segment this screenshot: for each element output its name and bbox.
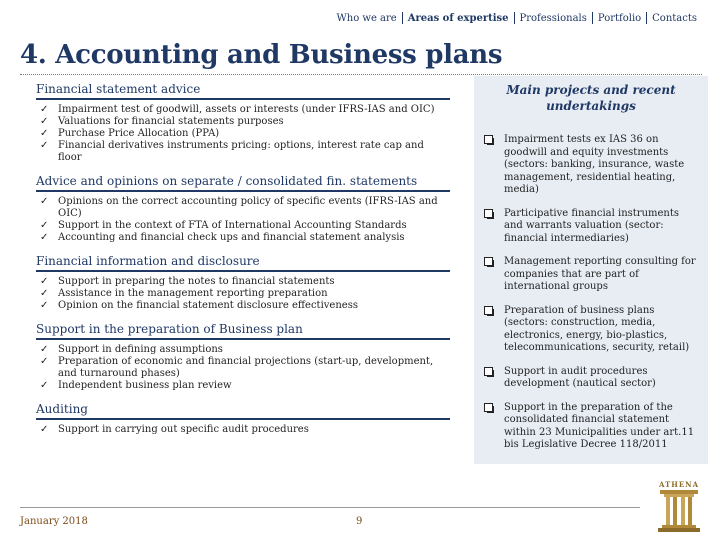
section-financial-information <box>36 254 450 312</box>
checkmark-icon: ✓ <box>40 140 49 151</box>
nav-who-we-are[interactable]: Who we are <box>336 12 397 24</box>
list-item: ✓ Support in carrying out specific audit procedures <box>40 424 309 435</box>
section-advice-and-opinions <box>36 174 450 244</box>
checkmark-icon: ✓ <box>40 104 49 115</box>
checkmark-icon: ✓ <box>40 424 49 435</box>
checkbox-icon <box>484 257 493 266</box>
section-heading: Support in the preparation of Business plan <box>36 322 450 340</box>
checkbox-icon <box>484 403 493 412</box>
checkbox-icon <box>484 306 493 315</box>
list-item: ✓ Independent business plan review <box>40 380 232 391</box>
list-item: ✓ Assistance in the management reporting preparation <box>40 288 328 299</box>
list-item: ✓ Financial derivatives instruments pricing: options, interest rate cap and floor <box>40 140 424 163</box>
list-item: ✓ Opinions on the correct accounting policy of specific events (IFRS-IAS and OIC) <box>40 196 438 219</box>
logo-text: ATHENA <box>658 480 700 489</box>
column-logo-icon <box>652 470 706 534</box>
page-title: 4. Accounting and Business plans <box>20 40 503 70</box>
projects-panel <box>474 76 708 464</box>
section-heading: Auditing <box>36 402 450 420</box>
checkmark-icon: ✓ <box>40 128 49 139</box>
list-item: ✓ Support in preparing the notes to financial statements <box>40 276 335 287</box>
section-business-plan <box>36 322 450 392</box>
checkmark-icon: ✓ <box>40 380 49 391</box>
checkmark-icon: ✓ <box>40 220 49 231</box>
project-item: Support in the preparation of the consolidated financial statement within 23 Municipalities under art.11 bis Legislative Decree 118/2011 <box>484 402 696 452</box>
list-item: ✓ Support in the context of FTA of International Accounting Standards <box>40 220 407 231</box>
project-item: Participative financial instruments and warrants valuation (sector: financial intermediaries) <box>484 208 696 246</box>
checkmark-icon: ✓ <box>40 344 49 355</box>
checkmark-icon: ✓ <box>40 232 49 243</box>
footer-divider <box>20 507 640 508</box>
checkbox-icon <box>484 135 493 144</box>
checkmark-icon: ✓ <box>40 288 49 299</box>
nav-contacts[interactable]: Contacts <box>652 12 697 24</box>
checkbox-icon <box>484 367 493 376</box>
project-item: Support in audit procedures development (nautical sector) <box>484 366 696 391</box>
list-item: ✓ Impairment test of goodwill, assets or interests (under IFRS-IAS and OIC) <box>40 104 435 115</box>
section-heading: Advice and opinions on separate / consolidated fin. statements <box>36 174 450 192</box>
section-heading: Financial statement advice <box>36 82 450 100</box>
section-financial-statement-advice <box>36 82 450 164</box>
section-auditing <box>36 402 450 436</box>
list-item: ✓ Purchase Price Allocation (PPA) <box>40 128 220 139</box>
section-heading: Financial information and disclosure <box>36 254 450 272</box>
services-column <box>36 82 450 446</box>
nav-areas-of-expertise[interactable]: Areas of expertise <box>407 12 509 24</box>
nav-portfolio[interactable]: Portfolio <box>597 12 642 24</box>
checkmark-icon: ✓ <box>40 196 49 207</box>
projects-title: Main projects and recent undertakings <box>506 83 676 113</box>
checkmark-icon: ✓ <box>40 356 49 367</box>
top-navigation <box>331 12 702 24</box>
checkmark-icon: ✓ <box>40 300 49 311</box>
footer-date: January 2018 <box>20 516 88 527</box>
nav-professionals[interactable]: Professionals <box>519 12 587 24</box>
list-item: ✓ Opinion on the financial statement disclosure effectiveness <box>40 300 358 311</box>
project-item: Management reporting consulting for companies that are part of international groups <box>484 256 696 294</box>
project-item: Impairment tests ex IAS 36 on goodwill and equity investments (sectors: banking, insurance, waste management, residential heating, media) <box>484 134 696 197</box>
page-number: 9 <box>356 516 363 527</box>
checkmark-icon: ✓ <box>40 116 49 127</box>
list-item: ✓ Support in defining assumptions <box>40 344 223 355</box>
checkmark-icon: ✓ <box>40 276 49 287</box>
list-item: ✓ Accounting and financial check ups and financial statement analysis <box>40 232 405 243</box>
project-item: Preparation of business plans (sectors: construction, media, electronics, energy, bio-plastics, telecommunications, security, retail) <box>484 305 696 355</box>
checkbox-icon <box>484 209 493 218</box>
list-item: ✓ Preparation of economic and financial projections (start-up, development, and turnaround phases) <box>40 356 434 379</box>
title-divider <box>20 74 702 75</box>
list-item: ✓ Valuations for financial statements purposes <box>40 116 284 127</box>
